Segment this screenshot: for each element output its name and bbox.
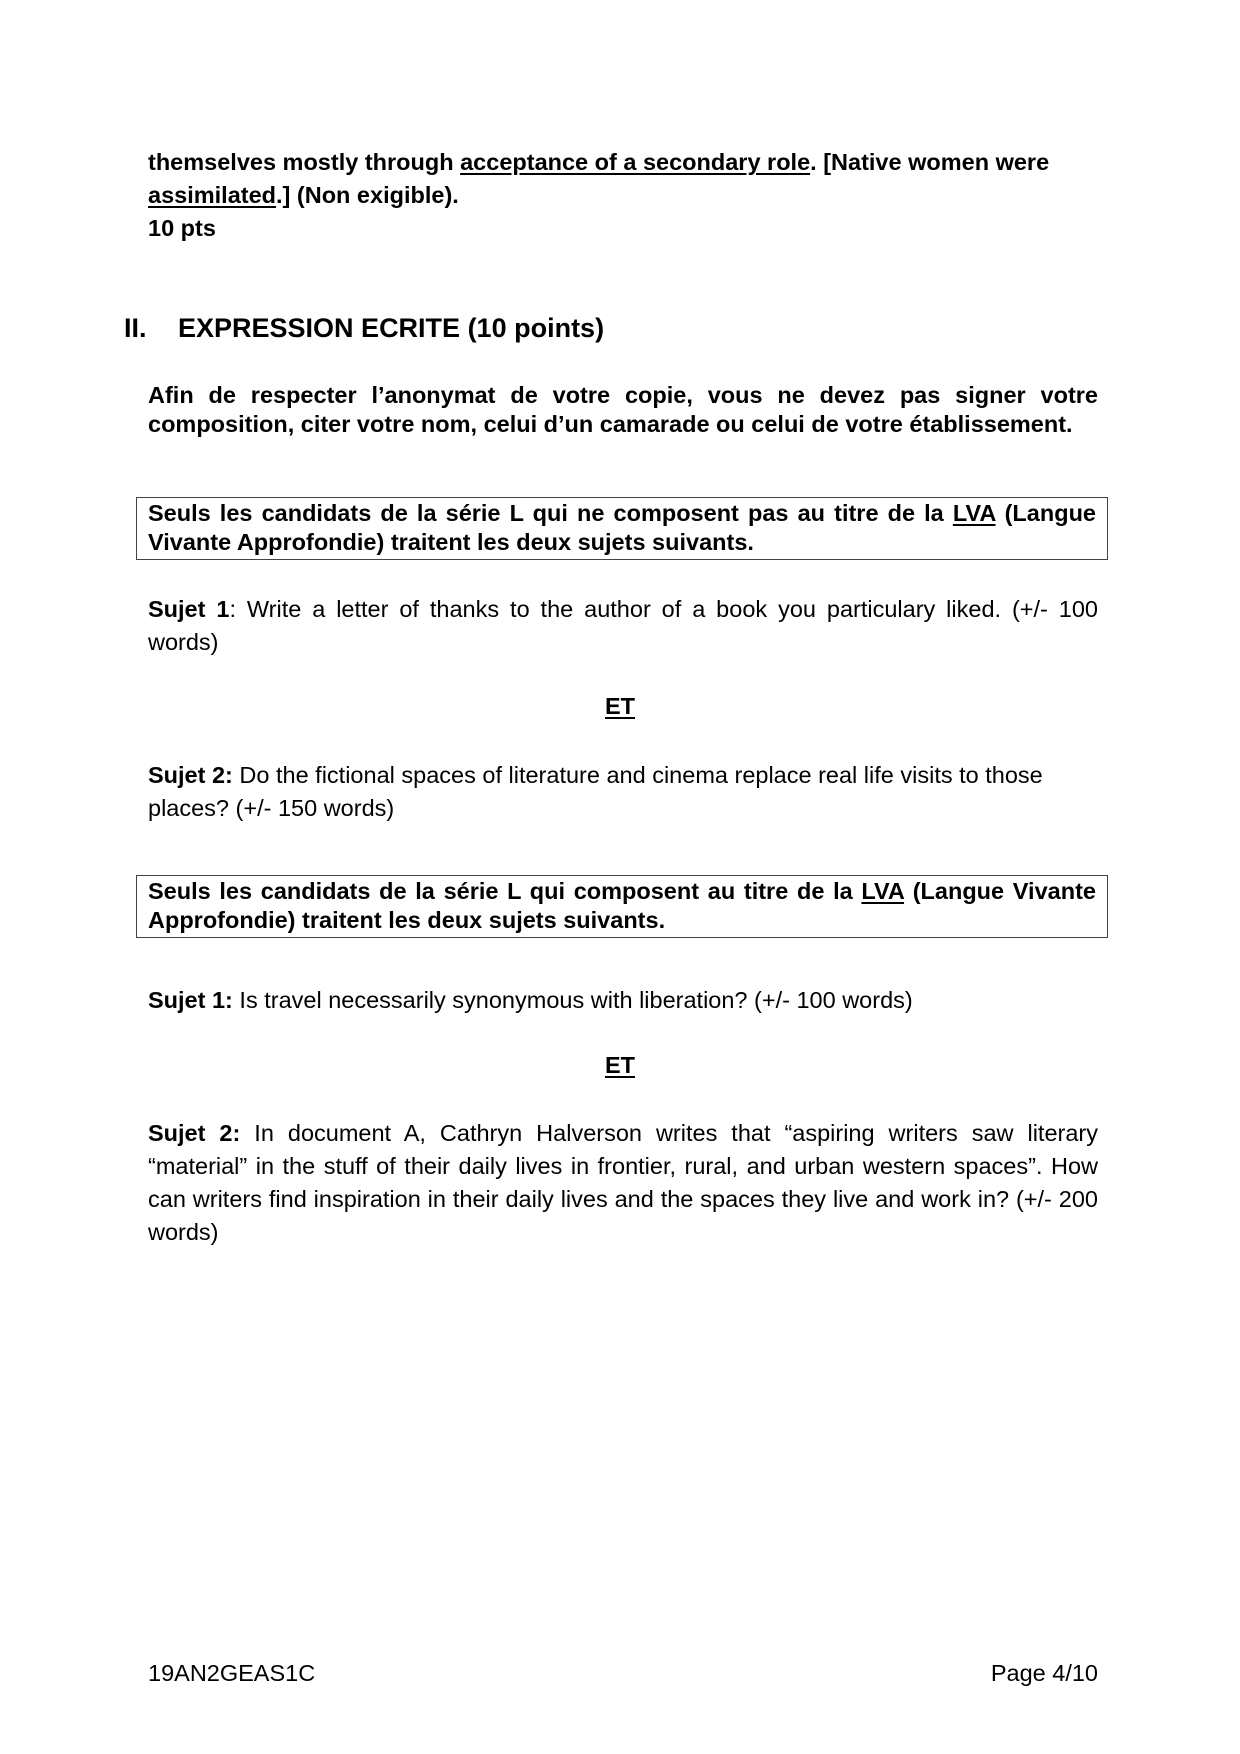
section-number: II. bbox=[124, 313, 147, 343]
footer-code: 19AN2GEAS1C bbox=[148, 1660, 316, 1686]
group1-subject2-label: Sujet 2: bbox=[148, 762, 233, 788]
intro-text-1: themselves mostly through bbox=[148, 149, 461, 175]
group2-et: ET bbox=[604, 1052, 636, 1078]
intro-underline-assimilated: assimilated bbox=[148, 182, 277, 208]
group1-subject1-label: Sujet 1 bbox=[148, 596, 230, 622]
group1-subject1-text: : Write a letter of thanks to the author of a book you particulary liked. (+/- 100 words) bbox=[148, 596, 1098, 655]
group1-et: ET bbox=[604, 693, 636, 719]
box1-lva: LVA bbox=[952, 500, 996, 526]
group2-subject1 bbox=[148, 984, 1098, 1017]
box2-lva: LVA bbox=[861, 878, 905, 904]
intro-points: 10 pts bbox=[148, 215, 216, 241]
instruction-box-lva bbox=[136, 875, 1108, 938]
footer-page-number: Page 4/10 bbox=[990, 1660, 1098, 1686]
section-title: EXPRESSION ECRITE (10 points) bbox=[178, 313, 605, 343]
group1-subject2 bbox=[148, 759, 1098, 825]
group2-subject1-label: Sujet 1: bbox=[148, 987, 233, 1013]
box2-text-after: (Langue Vivante Approfondie) traitent les deux sujets suivants. bbox=[148, 878, 1096, 933]
group2-subject2-label: Sujet 2: bbox=[148, 1120, 241, 1146]
group2-subject2 bbox=[148, 1117, 1098, 1249]
group2-subject1-text: Is travel necessarily synonymous with liberation? (+/- 100 words) bbox=[232, 987, 913, 1013]
box2-text-before: Seuls les candidats de la série L qui composent au titre de la bbox=[148, 878, 862, 904]
section-heading bbox=[124, 313, 604, 344]
group1-subject2-text: Do the fictional spaces of literature and cinema replace real life visits to those places? (+/- 150 words) bbox=[148, 762, 1043, 821]
intro-underline-role: acceptance of a secondary role bbox=[460, 149, 811, 175]
box1-text-before: Seuls les candidats de la série L qui ne composent pas au titre de la bbox=[148, 500, 953, 526]
anonymity-note: Afin de respecter l’anonymat de votre copie, vous ne devez pas signer votre composition, citer votre nom, celui d’un camarade ou celui de votre établissement. bbox=[148, 382, 1098, 437]
intro-text-2: . [Native women were bbox=[810, 149, 1050, 175]
group2-subject2-text: In document A, Cathryn Halverson writes that “aspiring writers saw literary “material” in the stuff of their daily lives in frontier, rural, and urban western spaces”. How can writers find inspiration in their daily lives and the spaces they live and work in? (+/- 200 words) bbox=[148, 1120, 1098, 1245]
intro-text-3: .] (Non exigible). bbox=[276, 182, 459, 208]
instruction-box-non-lva bbox=[136, 497, 1108, 560]
box1-text-after: (Langue Vivante Approfondie) traitent les deux sujets suivants. bbox=[148, 500, 1096, 555]
intro-paragraph bbox=[148, 146, 1098, 245]
group1-subject1 bbox=[148, 593, 1098, 659]
